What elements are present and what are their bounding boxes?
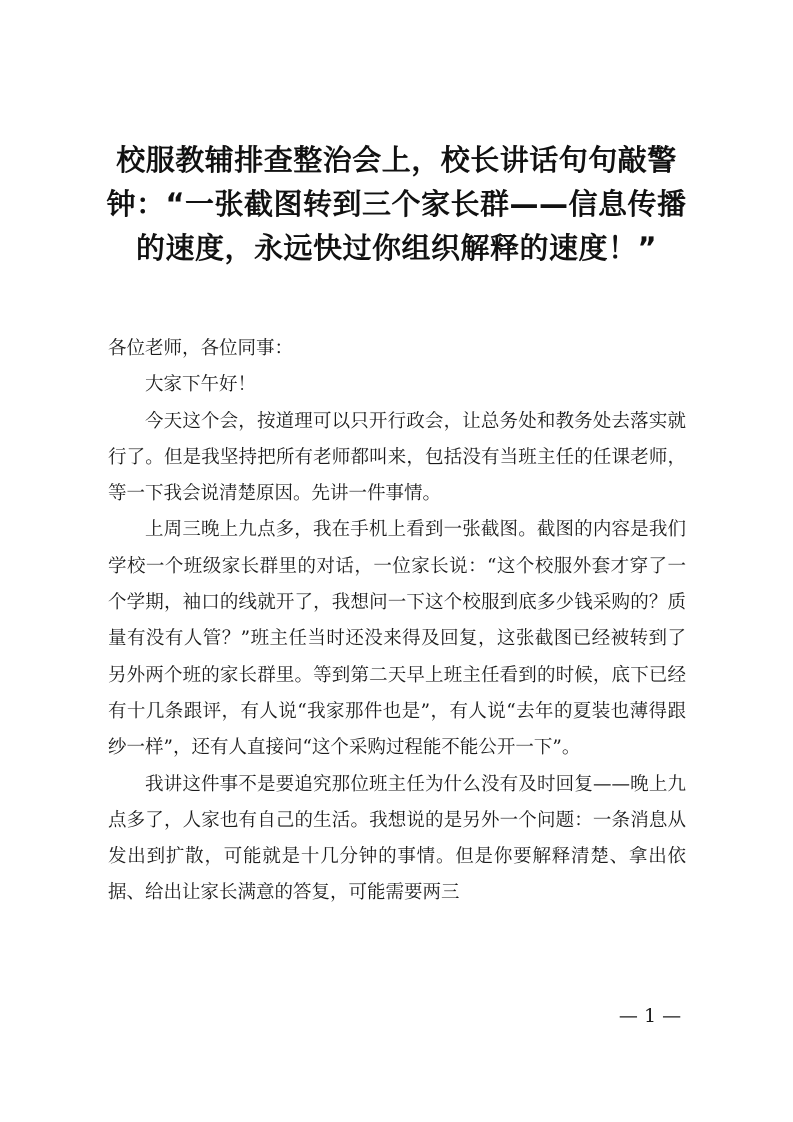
salutation: 各位老师，各位同事：	[108, 338, 294, 359]
paragraph-meeting-purpose: 今天这个会，按道理可以只开行政会，让总务处和教务处去落实就行了。但是我坚持把所有老师都叫来，包括没有当班主任的任课老师，等一下我会说清楚原因。先讲一件事情。	[108, 410, 686, 505]
paragraph-screenshot-story: 上周三晚上九点多，我在手机上看到一张截图。截图的内容是我们学校一个班级家长群里的对话，一位家长说：“这个校服外套才穿了一个学期，袖口的线就开了，我想问一下这个校服到底多少钱采购的？质量有没有人管？”班主任当时还没来得及回复，这张截图已经被转到了另外两个班的家长群里。等到第二天早上班主任看到的时候，底下已经有十几条跟评，有人说“我家那件也是”，有人说“去年的夏装也薄得跟纱一样”，还有人直接问“这个采购过程能不能公开一下”。	[108, 519, 686, 759]
page-number: — 1 —	[618, 1005, 682, 1027]
paragraph-greeting: 大家下午好！	[145, 374, 257, 396]
document-body	[108, 331, 686, 912]
document-title: 校服教辅排查整治会上，校长讲话句句敲警钟：“一张截图转到三个家长群——信息传播的速度，永远快过你组织解释的速度！”	[106, 143, 687, 265]
paragraph-spread-speed: 我讲这件事不是要追究那位班主任为什么没有及时回复——晚上九点多了，人家也有自己的生活。我想说的是另外一个问题：一条消息从发出到扩散，可能就是十几分钟的事情。但是你要解释清楚、拿出依据、给出让家长满意的答复，可能需要两三	[108, 773, 686, 904]
